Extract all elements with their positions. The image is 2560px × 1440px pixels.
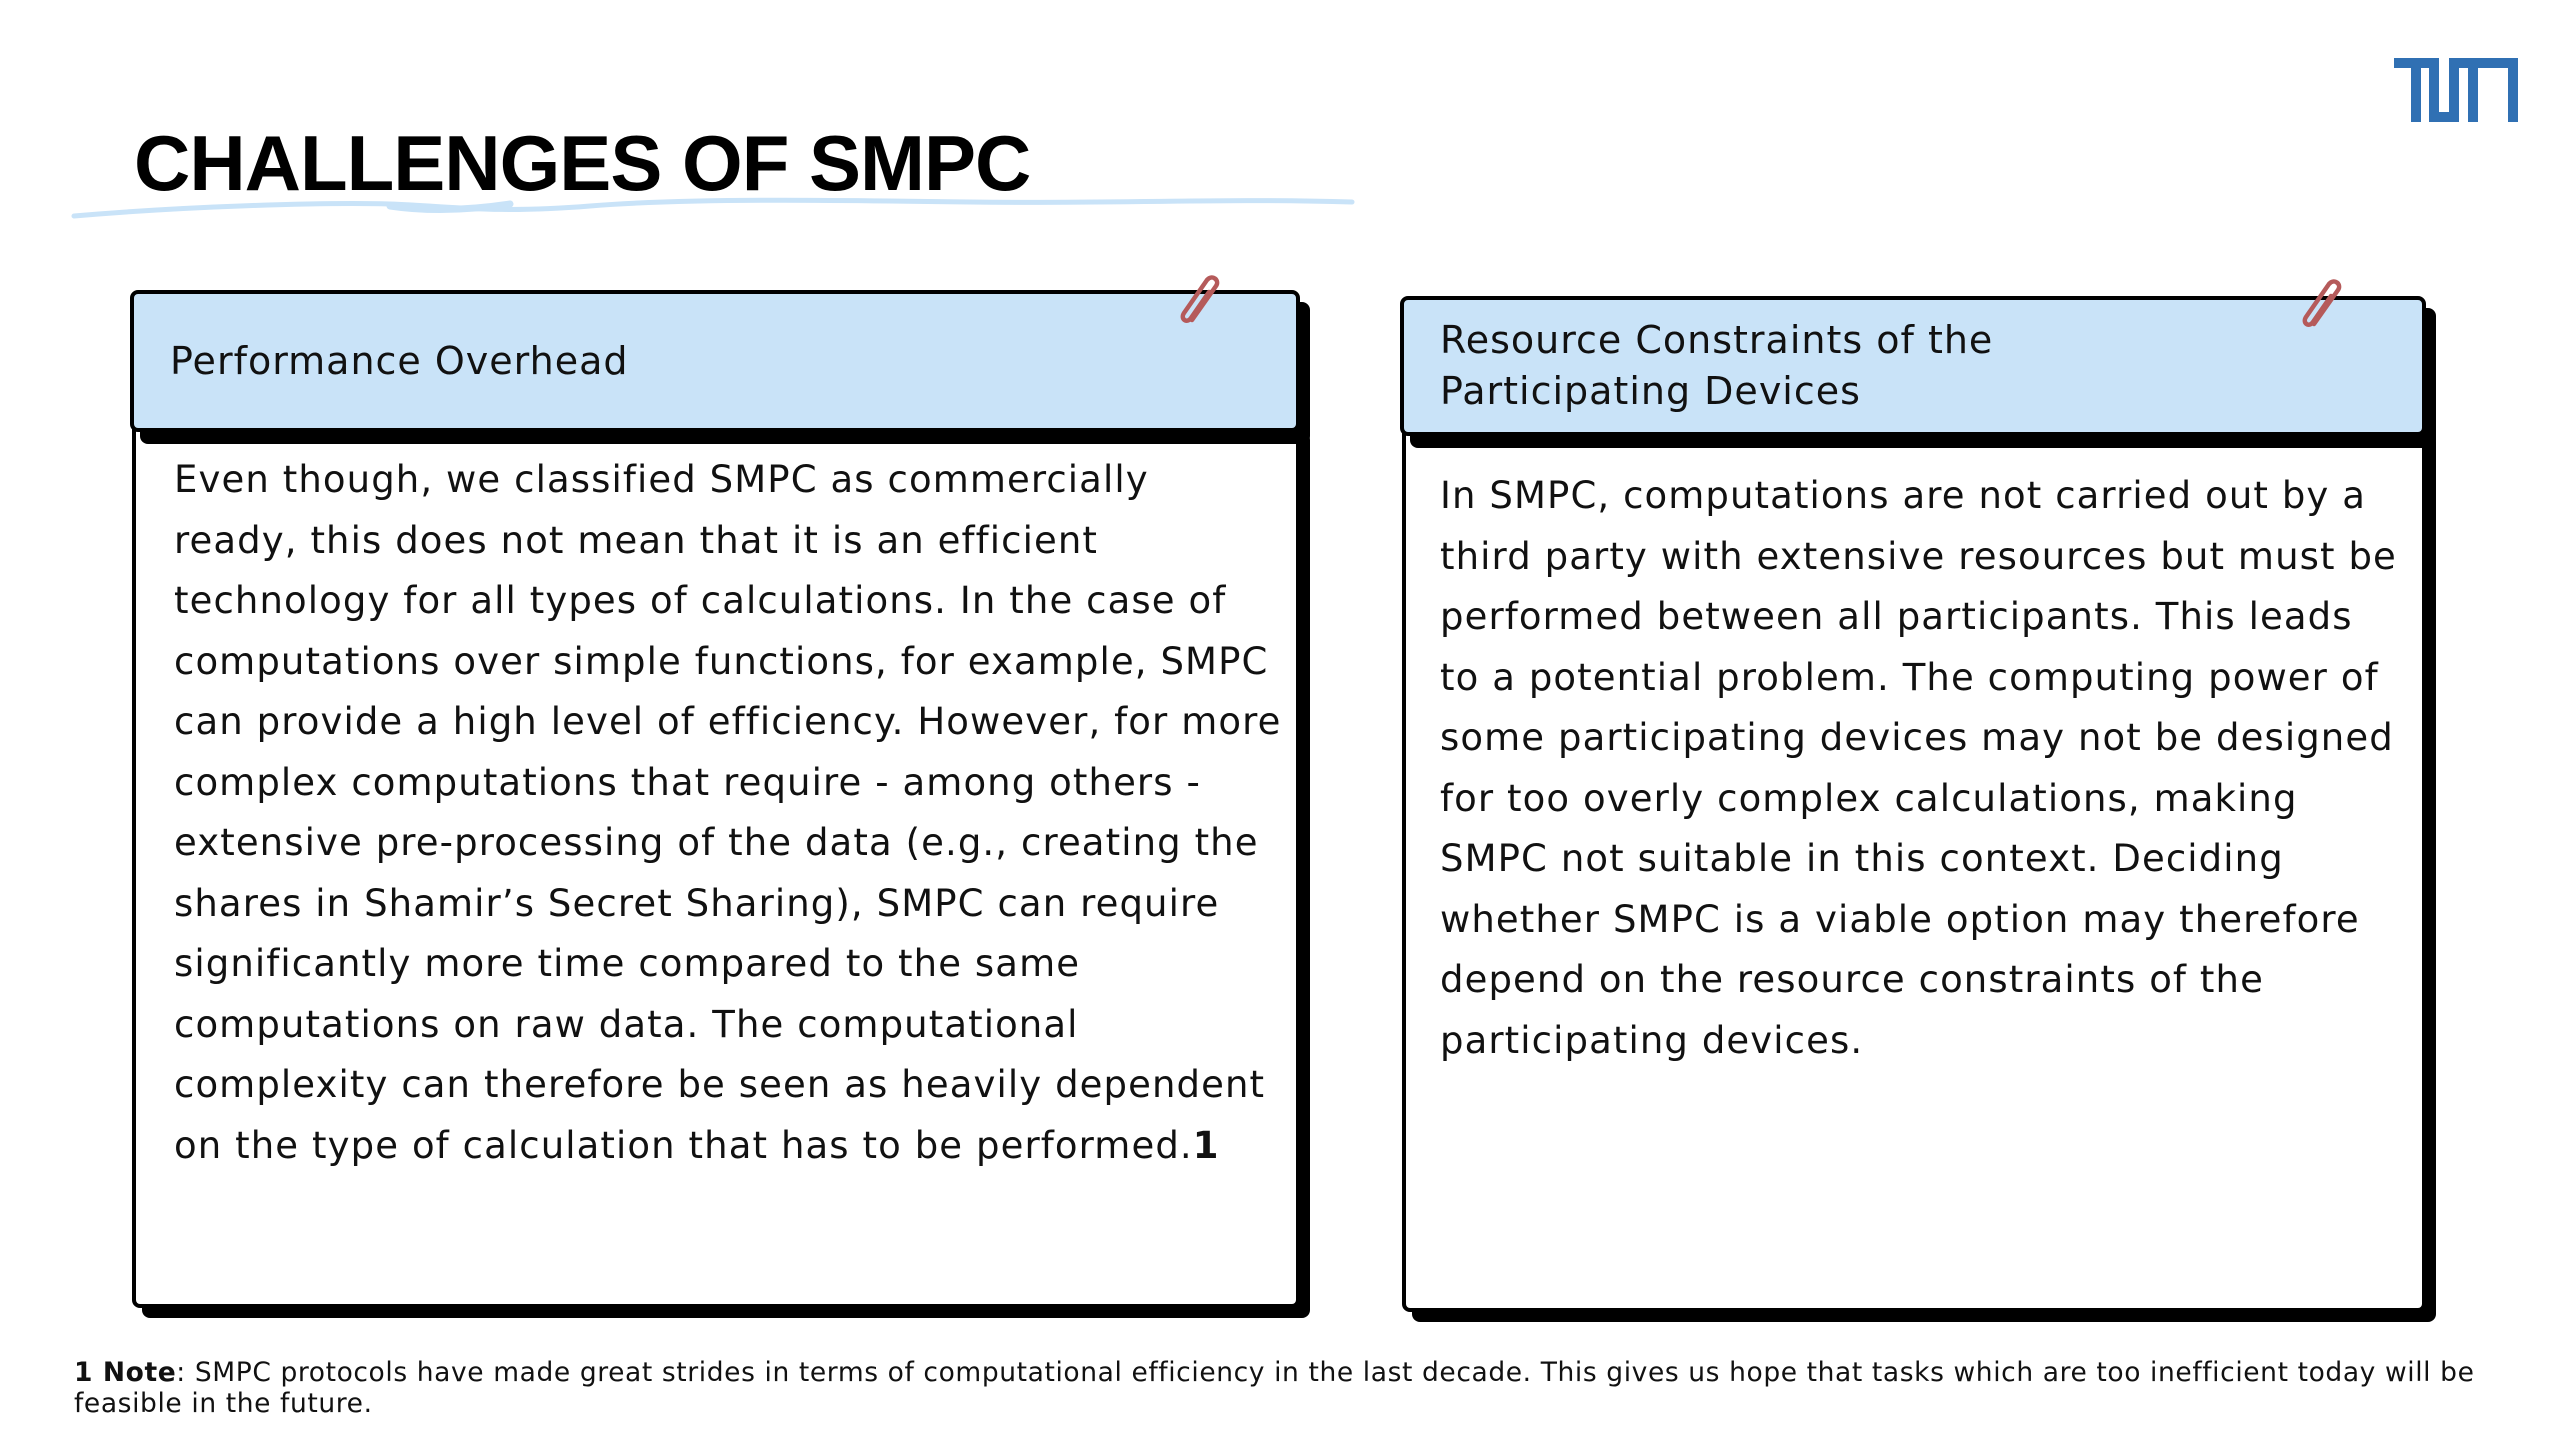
card-body-text: In SMPC, computations are not carried out by a third party with extensive resources but must be performed between all participants. This leads to a potential problem. The computing power of some participating devices may not be designed for too overly complex calculations, making SMPC not suitable in this context. Deciding whether SMPC is a viable option may therefore depend on the resource constraints of the participating devices.: [1440, 474, 2397, 1062]
paperclip-icon: [1172, 272, 1232, 332]
card-header: [1400, 296, 2426, 436]
footnote-label: 1 Note: [74, 1357, 177, 1388]
title-underline-stroke: [70, 192, 1360, 224]
paperclip-icon: [2294, 276, 2354, 336]
slide-title: CHALLENGES OF SMPC: [134, 119, 1031, 207]
card-heading: Performance Overhead: [170, 338, 629, 383]
card-header: [130, 290, 1300, 432]
tum-logo-icon: [2394, 58, 2518, 122]
footnote-text: : SMPC protocols have made great strides in terms of computational efficiency in the last decade. This gives us hope that tasks which are too inefficient today will be feasible in the future.: [74, 1357, 2475, 1419]
card-heading: Resource Constraints of the Participating Devices: [1440, 318, 1994, 413]
footnote-marker: 1: [1192, 1123, 1220, 1167]
card-body-text: Even though, we classified SMPC as commercially ready, this does not mean that it is an efficient technology for all types of calculations. In the case of computations over simple functions, for example, SMPC can provide a high level of efficiency. However, for more complex computations that require - among others - extensive pre-processing of the data (e.g., creating the shares in Shamir’s Secret Sharing), SMPC can require significantly more time compared to the same computations on raw data. The computational complexity can therefore be seen as heavily dependent on the type of calculation that has to be performed.1: [174, 458, 1282, 1167]
footnote: [74, 1357, 2514, 1419]
